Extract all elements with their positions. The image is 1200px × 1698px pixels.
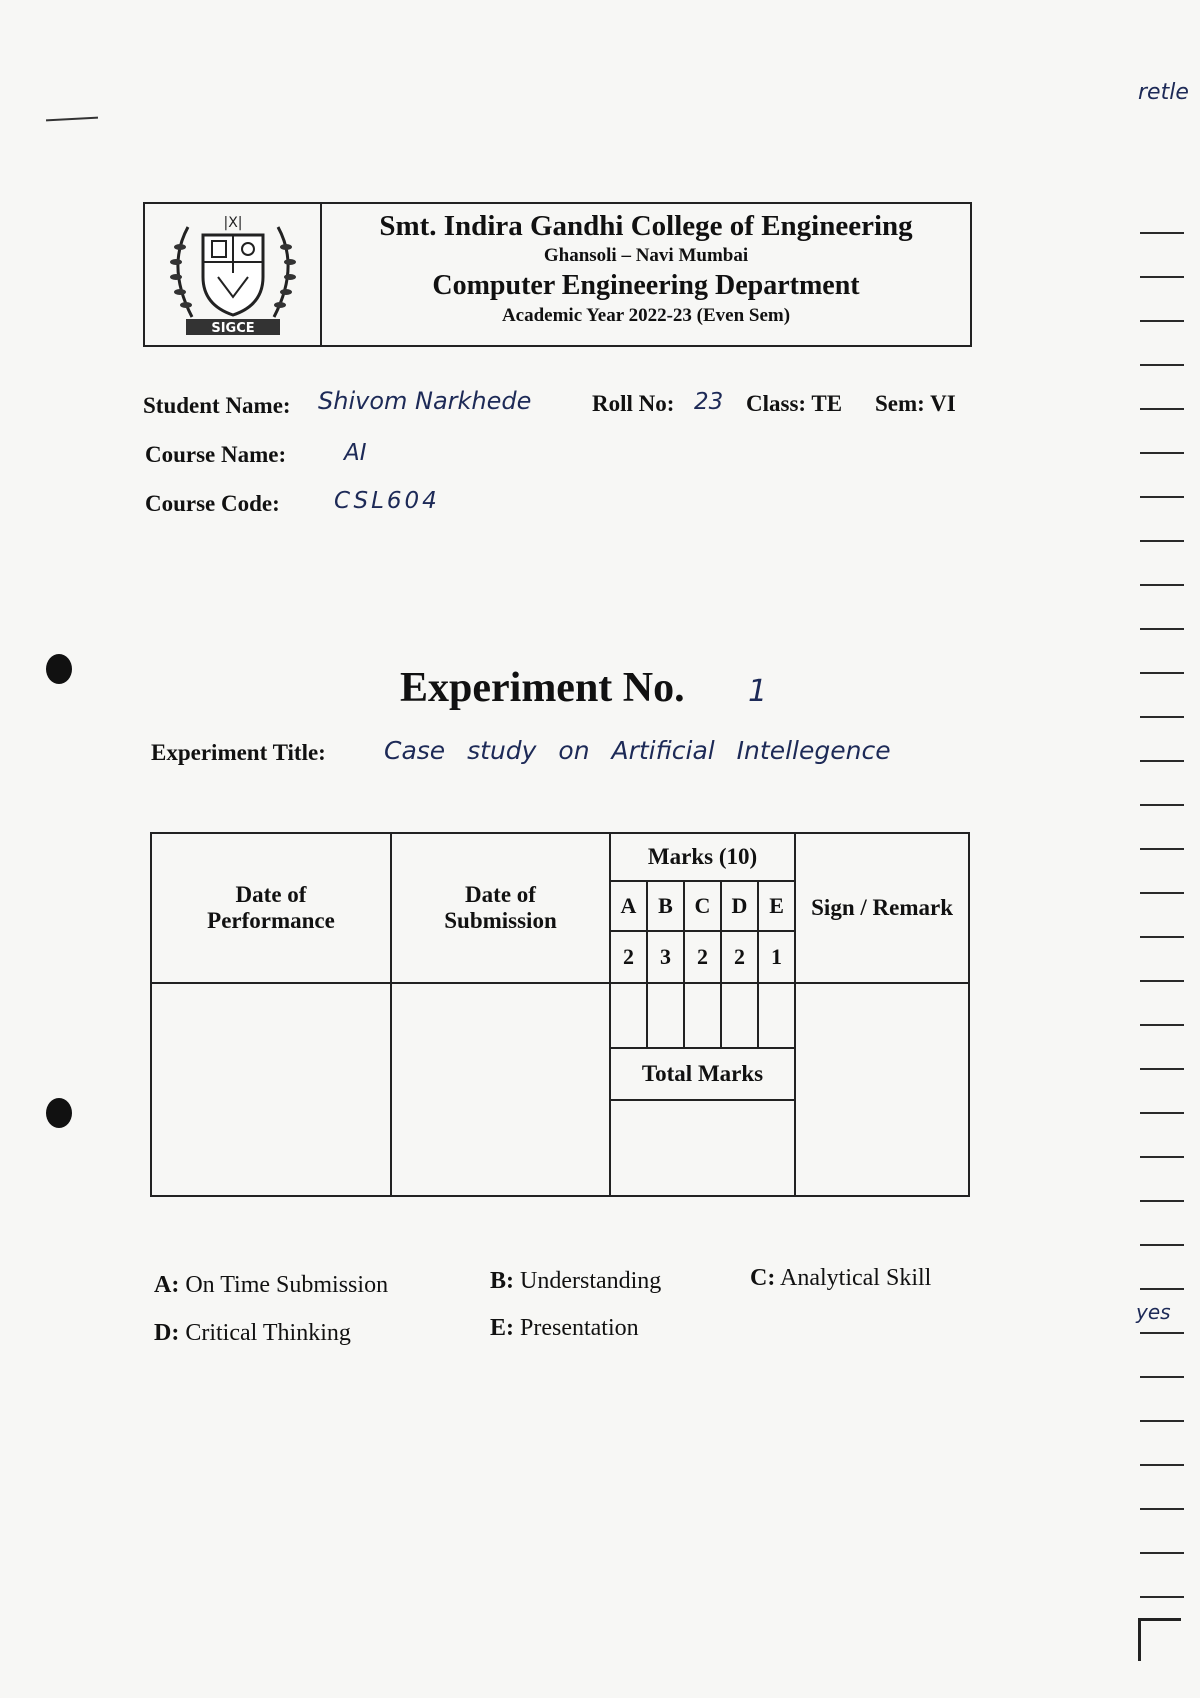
margin-rule-line xyxy=(1140,1552,1184,1554)
criterion-d: D xyxy=(721,881,758,931)
total-marks-cell xyxy=(610,1100,795,1196)
margin-rule-line xyxy=(1140,1288,1184,1290)
course-name-value: AI xyxy=(344,440,367,466)
score-a: 2 xyxy=(610,931,647,983)
margin-rule-line xyxy=(1140,496,1184,498)
class-label: Class: TE xyxy=(746,391,843,416)
score-e: 1 xyxy=(758,931,795,983)
margin-rule-line xyxy=(1140,628,1184,630)
college-logo xyxy=(145,204,322,345)
margin-rule-line xyxy=(1140,452,1184,454)
margin-corner-mark xyxy=(1138,1618,1181,1661)
margin-rule-line xyxy=(1140,848,1184,850)
margin-rule-line xyxy=(1140,540,1184,542)
roll-no-value: 23 xyxy=(694,389,724,415)
margin-rule-line xyxy=(1140,1200,1184,1202)
svg-text:SIGCE: SIGCE xyxy=(210,321,255,336)
sign-remark-cell xyxy=(795,983,969,1196)
margin-rule-line xyxy=(1140,364,1184,366)
marks-header: Marks (10) xyxy=(610,833,795,881)
margin-rule-line xyxy=(1140,936,1184,938)
marks-table xyxy=(150,832,970,1197)
date-of-submission-cell xyxy=(391,983,610,1196)
date-of-submission-header: Date of Submission xyxy=(391,833,610,983)
margin-rule-line xyxy=(1140,1376,1184,1378)
svg-text:|X|: |X| xyxy=(222,215,243,231)
score-d: 2 xyxy=(721,931,758,983)
college-location: Ghansoli – Navi Mumbai xyxy=(543,245,749,266)
score-c: 2 xyxy=(684,931,721,983)
blank-mark-cell xyxy=(647,983,684,1048)
college-name: Smt. Indira Gandhi College of Engineering xyxy=(379,210,913,242)
student-name-value: Shivom Narkhede xyxy=(318,387,532,415)
experiment-heading: Experiment No. xyxy=(400,665,685,711)
margin-rule-line xyxy=(1140,320,1184,322)
margin-rule-line xyxy=(1140,1596,1184,1598)
margin-rule-line xyxy=(1140,1332,1184,1334)
margin-rule-line xyxy=(1140,1508,1184,1510)
blank-mark-cell xyxy=(721,983,758,1048)
legend-e: E: Presentation xyxy=(490,1315,639,1341)
experiment-title-label: Experiment Title: xyxy=(151,740,326,765)
punch-hole xyxy=(46,1098,72,1128)
student-name-label: Student Name: xyxy=(143,393,291,418)
legend-c: C: Analytical Skill xyxy=(750,1265,932,1291)
margin-rule-line xyxy=(1140,1112,1184,1114)
academic-year: Academic Year 2022-23 (Even Sem) xyxy=(501,305,791,326)
margin-mark xyxy=(46,117,98,122)
criterion-c: C xyxy=(684,881,721,931)
margin-note-side: yes xyxy=(1136,1300,1171,1324)
margin-rule-line xyxy=(1140,980,1184,982)
punch-hole xyxy=(46,654,72,684)
margin-rule-line xyxy=(1140,584,1184,586)
total-marks-label: Total Marks xyxy=(610,1048,795,1100)
margin-rule-line xyxy=(1140,1464,1184,1466)
department-name: Computer Engineering Department xyxy=(432,270,860,301)
margin-rule-line xyxy=(1140,672,1184,674)
blank-mark-cell xyxy=(758,983,795,1048)
criterion-e: E xyxy=(758,881,795,931)
sem-label: Sem: VI xyxy=(875,391,956,416)
score-b: 3 xyxy=(647,931,684,983)
blank-mark-cell xyxy=(684,983,721,1048)
legend-d: D: Critical Thinking xyxy=(154,1320,351,1346)
course-code-label: Course Code: xyxy=(145,491,280,516)
criterion-a: A xyxy=(610,881,647,931)
margin-rule-line xyxy=(1140,804,1184,806)
margin-rule-line xyxy=(1140,892,1184,894)
margin-rule-line xyxy=(1140,1420,1184,1422)
date-of-performance-cell xyxy=(151,983,391,1196)
sign-remark-header: Sign / Remark xyxy=(795,833,969,983)
experiment-number: 1 xyxy=(748,674,768,709)
course-code-value: CSL604 xyxy=(334,488,440,514)
blank-mark-cell xyxy=(610,983,647,1048)
criterion-b: B xyxy=(647,881,684,931)
margin-rule-line xyxy=(1140,1068,1184,1070)
course-name-label: Course Name: xyxy=(145,442,287,467)
margin-rule-line xyxy=(1140,760,1184,762)
margin-rule-line xyxy=(1140,1244,1184,1246)
roll-no-label: Roll No: xyxy=(592,391,675,416)
margin-note-top: retle xyxy=(1138,80,1189,105)
college-header xyxy=(143,202,972,347)
legend-a: A: On Time Submission xyxy=(154,1272,389,1298)
margin-rule-line xyxy=(1140,1156,1184,1158)
margin-rule-line xyxy=(1140,1024,1184,1026)
margin-rule-line xyxy=(1140,408,1184,410)
legend-b: B: Understanding xyxy=(490,1268,662,1294)
date-of-performance-header: Date of Performance xyxy=(151,833,391,983)
margin-rule-line xyxy=(1140,276,1184,278)
margin-rule-line xyxy=(1140,716,1184,718)
experiment-title-value: Case study on Artificial Intellegence xyxy=(384,736,891,765)
margin-rule-line xyxy=(1140,232,1184,234)
